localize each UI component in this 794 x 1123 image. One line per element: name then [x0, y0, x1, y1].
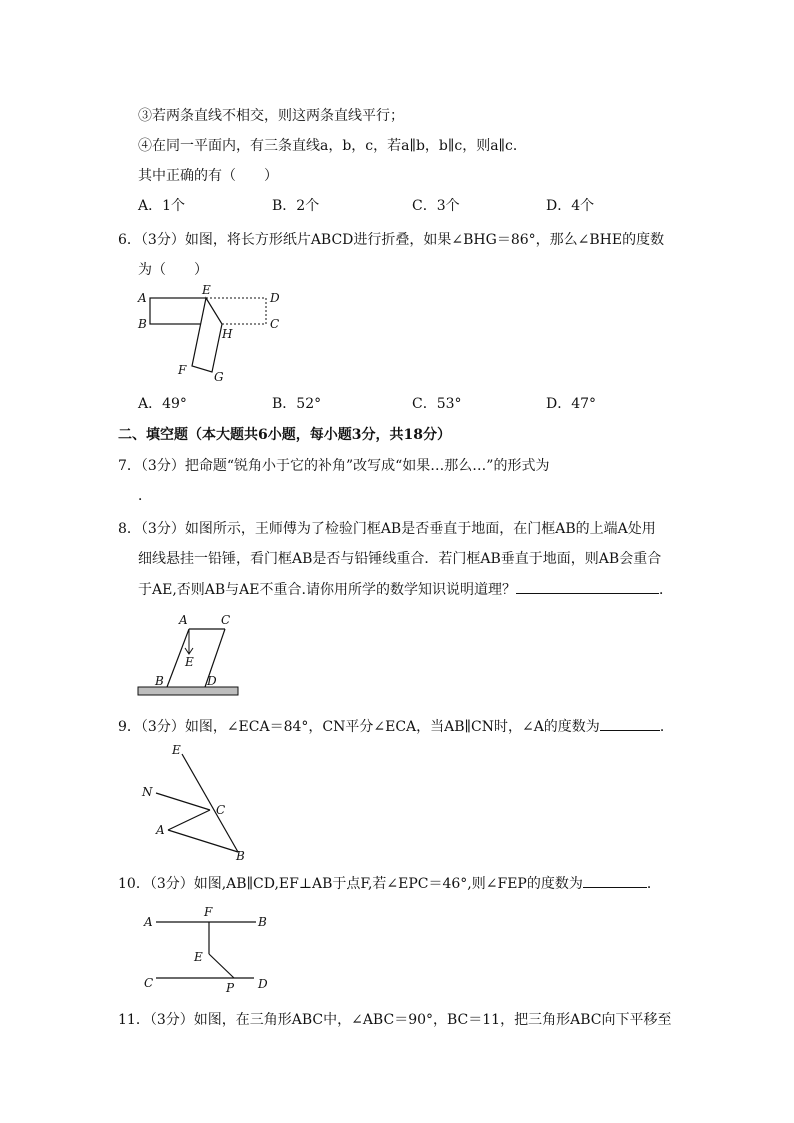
q9-line-nc — [156, 793, 210, 810]
q10-label-p: P — [226, 981, 235, 995]
q6-stem-line2: 为（ ） — [138, 262, 208, 278]
q8-end-mark: ． — [658, 582, 673, 598]
q6-stem-line1: 6．（3分）如图，将长方形纸片ABCD进行折叠，如果∠BHG＝86°，那么∠BHE的度数 — [118, 232, 665, 248]
q10-stem-text: 10．（3分）如图,AB∥CD,EF⊥AB于点F,若∠EPC＝46°,则∠FEP的度数为 — [118, 876, 583, 892]
q6-option-d: D．47° — [546, 396, 597, 412]
q10-label-b: B — [258, 915, 267, 929]
q6-option-a: A．49° — [138, 396, 187, 412]
q10-label-f: F — [204, 905, 213, 919]
q10-label-d: D — [258, 977, 268, 991]
q5-statement-3: ③若两条直线不相交，则这两条直线平行； — [138, 108, 404, 124]
q9-label-c: C — [216, 803, 226, 817]
q9-stem-text: 9．（3分）如图，∠ECA＝84°，CN平分∠ECA，当AB∥CN时，∠A的度数为 — [118, 719, 600, 735]
q8-label-c: C — [221, 613, 231, 627]
q6-label-e: E — [202, 283, 211, 297]
q5-prompt: 其中正确的有（ ） — [138, 168, 278, 184]
q9-label-a: A — [156, 823, 165, 837]
q5-option-c: C．3个 — [412, 198, 460, 214]
q8-answer-blank[interactable] — [516, 579, 659, 594]
q6-label-h: H — [222, 327, 233, 341]
q5-option-b: B．2个 — [272, 198, 320, 214]
q10-stem — [118, 873, 661, 894]
q9-label-b: B — [236, 849, 245, 863]
q8-stem-line3-text: 于AE,否则AB与AE不重合.请你用所学的数学知识说明道理？ — [138, 582, 516, 598]
q6-label-b: B — [138, 317, 147, 331]
q7-stem-line2: ． — [138, 488, 152, 504]
q8-label-d: D — [207, 674, 217, 688]
q8-label-b: B — [155, 674, 164, 688]
q10-label-a: A — [144, 915, 153, 929]
q10-end-mark: ． — [646, 876, 661, 892]
q8-stem-line1: 8．（3分）如图所示，王师傅为了检验门框AB是否垂直于地面，在门框AB的上端A处用 — [118, 521, 656, 537]
q6-rect-left — [150, 298, 206, 324]
q6-label-d: D — [270, 291, 280, 305]
q6-label-g: G — [214, 370, 224, 384]
q10-answer-blank[interactable] — [583, 873, 647, 888]
q8-label-a: A — [179, 613, 188, 627]
q5-option-d: D．4个 — [546, 198, 595, 214]
q7-stem-line1: 7．（3分）把命题“锐角小于它的补角”改写成“如果…那么…”的形式为 — [118, 458, 550, 474]
q8-stem-line3 — [138, 579, 673, 600]
q8-figure — [135, 608, 245, 703]
q9-stem — [118, 716, 674, 737]
q6-label-f: F — [178, 363, 187, 377]
q5-statement-4: ④在同一平面内，有三条直线a，b，c，若a∥b，b∥c，则a∥c． — [138, 138, 527, 154]
q6-option-c: C．53° — [412, 396, 462, 412]
q6-label-a: A — [138, 291, 147, 305]
q9-label-e: E — [172, 743, 181, 757]
q6-figure — [130, 283, 290, 386]
q9-line-ac — [168, 810, 210, 830]
q8-ground — [138, 687, 238, 695]
q11-stem: 11．（3分）如图，在三角形ABC中，∠ABC＝90°，BC＝11，把三角形ABC向下平移至 — [118, 1012, 672, 1028]
q9-label-n: N — [142, 785, 153, 799]
q8-label-e: E — [185, 655, 194, 669]
q9-end-mark: ． — [659, 719, 674, 735]
q5-option-a: A．1个 — [138, 198, 186, 214]
q10-figure — [140, 902, 280, 994]
q9-figure — [136, 742, 256, 862]
q8-stem-line2: 细线悬挂一铅锤，看门框AB是否与铅锤线重合．若门框AB垂直于地面，则AB会重合 — [138, 551, 662, 567]
q10-line-ep — [209, 954, 234, 978]
q9-answer-blank[interactable] — [600, 716, 660, 731]
q6-option-b: B．52° — [272, 396, 322, 412]
q6-folded-strip — [192, 298, 222, 372]
section-2-title: 二、填空题（本大题共6小题，每小题3分，共18分） — [118, 427, 451, 443]
q10-label-e: E — [194, 950, 203, 964]
q6-label-c: C — [270, 317, 280, 331]
q10-label-c: C — [144, 976, 154, 990]
